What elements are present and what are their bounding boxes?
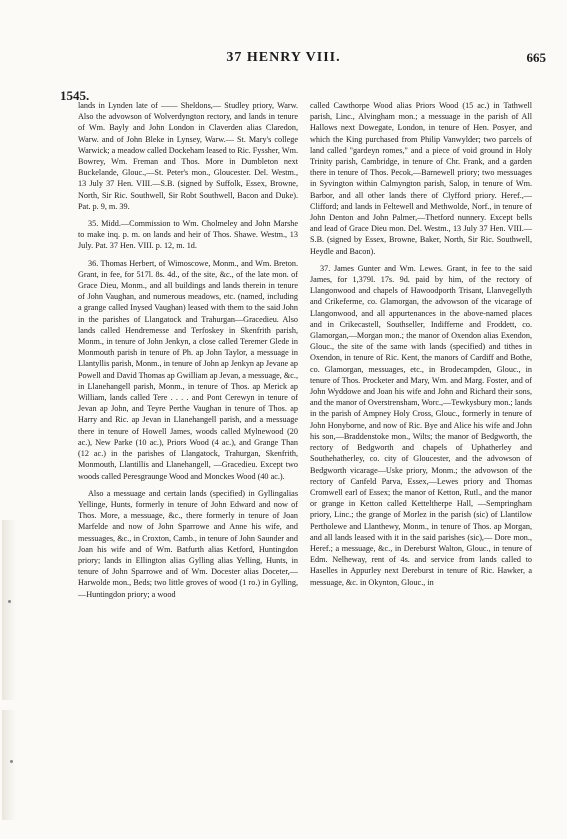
paragraph: 37. James Gunter and Wm. Lewes. Grant, in fee to the said James, for 1,379l. 17s. 9d. paid by him, of the rectory of Llangonwood and chapels of Hawoodporth Trisant, Llanvegellyth and Crikeferme, co. Glamorgan, the advowson of the vicarage of Llangonwood, and all appurtenances in the above-named places and in Crikecastell, Southseller, Indifferne and Froddett, co. Glamorgan,—Morgan mon.; the manor of Oxendon alias Exendon, Glouc., the site of the same with lands (specified) and tithes in Oxendon, in tenure of Ric. Kent, the manors of Cardiff and Bothe, co. Glamorgan, messuages, etc., in Brodecampden, Glouc., in tenure of Thos. Procketer and Mary, Wm. and Marg. Foster, and of John Wyddowe and Joan his wife and John and Richard their sons, and the manor of Overstrensham, Worc.,—Tewkysbury mon.; lands in the parish of Ampney Holy Cross, Glouc., formerly in tenure of John Honyborne, and now of Ric. Bye and Alice his wife and John his son,—Braddenstoke mon., Wilts; the manor of Bedgworth, the rectory of Bedgworth and chapels of Uphatherley and Southehatherley, co. city of Gloucester, and the advowson of Bedgworth vicarage—Uske priory, Monm.; the advowson of the rectory of Canfeld Parva, Essex,—Lewes priory and Thomas Cromwell earl of Essex; the manor of Ketton, Rutl., and the manor or grange in Ketton called Ketteltherpe Hall, —Sempringham priory, Linc.; the grange of Morlez in the parish (sic) of Llantilow Pertholewe and Llanthewy, Monm., in tenure of Thos. ap Morgan, and all lands leased with it in the said parishes (sic),— Dore mon., Heref.; a messuage, &c., in Dereburst Walton, Glouc., in tenure of Edm. Nelheway, rent of 4s. and service from lands called to Haselles in Appurley next Dereburst in tenure of Ric. Hawker, a messuage, &c. in Okynton, Glouc., in (310, 263, 532, 587)
right-column (310, 100, 532, 594)
paragraph: called Cawthorpe Wood alias Priors Wood (15 ac.) in Tathwell parish, Linc., Alvingham mon.; a messuage in the parish of All Hallows next Dowegate, London, in tenure of Hen. Posyer, and which the King purchased from Philip Vanwylder; two parcels of land called "gardeyn romes," and a piece of void ground in Holy Trinity parish, Cambridge, in tenure of Chr. Frank, and a garden there in tenure of Thos. Pecok,—Barnewell priory; two messuages in Syvington within Calmyngton parish, Salop, in tenure of Wm. Barbor, and all other lands there of Clyfford priory. Heref.,—Clifford; and lands in Feltewell and Methwolde, Norf., in tenure of John Denton and John Palmer,—Thetford nunnery. Except bells and lead of Grace Dieu mon. Del. Westm., 13 July 37 Hen. VIII.—S.B. (signed by Essex, Browne, Baker, North, Sir Ric. Southwell, Heydle and Bacon). (310, 101, 532, 256)
paragraph: lands in Lynden late of —— Sheldons,— Studley priory, Warw. Also the advowson of Wolverdyngton rectory, and lands in tenure of Wm. Bayly and John London in Claverden alias Claredon, Warw. and of John Bleke in Lynsey, Warw.— St. Mary's college Warwick; a meadow called Dockeham leased to Ric. Fyssher, Wm. Bowrey, Wm. Freman and Thos. More in Dumbleton next Buckelande, Glouc.,—St. Peter's mon., Gloucester. Del. Westm., 13 July 37 Hen. VIII.—S.B. (signed by Suffolk, Essex, Browne, North, Sir Ric. Southwell, Sir Robt Southwell, Bacon and Duke). Pat. p. 9, m. 39. (78, 101, 298, 211)
page-number: 665 (526, 50, 546, 65)
paragraph: 36. Thomas Herbert, of Wimoscowe, Monm., and Wm. Breton. Grant, in fee, for 517l. 8s. 4d., of the site, &c., of the late mon. of Grace Dieu, Monm., and all buildings and lands therein in tenure of John Vaughan, and numerous meadows, etc. (named, including a grange called Inysed Vaughan) leased with them to the said John in the parishes of Llangatock and Trahurgan—Gracedieu. Also lands called Hendremesse and Terfoskey in Skenfrith parish, Monm., in tenure of John Jenkyn, a close called Teremer Glede in Monmouth parish in tenure of Ph. ap John Taylor, a messuage in Llantyllis parish, Monm., in tenure of John ap Jenkyn ap Jevane ap Powell and David Thomas ap Gwilliam ap Jevan, a messuage, &c., in Llanehangell parish, Monm., in tenure of Thos. ap Merick ap William, lands called Tere . . . . and Pont Cerewyn in tenure of Jevan ap John, and Teyre Perthe Vaughan in tenure of Thos. ap Harry and Ric. ap Jevan in Llanehangell parish, and a messuage there in tenure of Howell James, woods called Mylnewood (20 ac.), New Parke (10 ac.), Priors Wood (4 ac.), and Grange Than (12 ac.) in the parishes of Llangatock, Trahurgan, Skenfrith, Monmouth, Llantillis and Llanehangell, —Gracedieu. Except two woods called Peresgraunge Wood and Monckes Wood (40 ac.). (78, 258, 298, 481)
scan-speck (8, 600, 11, 603)
paragraph: Also a messuage and certain lands (specified) in Gyllingalias Yellinge, Hunts, formerly in tenure of John Edward and now of Thos. More, a messuage, &c., there formerly in tenure of Joan Marfelde and now of John Sparrowe and Anne his wife, and messuages, &c., in Croxton, Camb., in tenure of John Saunder and Joan his wife and of Wm. Batfurth alias Ketford, Huntingdon priory; lands in Ellington alias Gylling alias Yelling, Hunts, in tenure of John Sparrowe and of Wm. Docester alias Doceter,—Harwolde mon., Beds; two little groves of wood (1 ro.) in Gylling,—Huntingdon priory; a wood (78, 488, 298, 599)
left-column (78, 100, 298, 606)
year-marker: 1545. (60, 88, 90, 103)
page-header (0, 48, 567, 70)
running-title: 37 HENRY VIII. (226, 50, 341, 65)
scan-edge-mark (2, 710, 16, 820)
paragraph: 35. Midd.—Commission to Wm. Cholmeley and John Marshe to make inq. p. m. on lands and heir of Thos. Shawe. Westm., 13 July. Pat. 37 Hen. VIII. p. 12, m. 1d. (78, 219, 298, 251)
scan-speck (10, 760, 13, 763)
scan-edge-mark (2, 520, 16, 700)
